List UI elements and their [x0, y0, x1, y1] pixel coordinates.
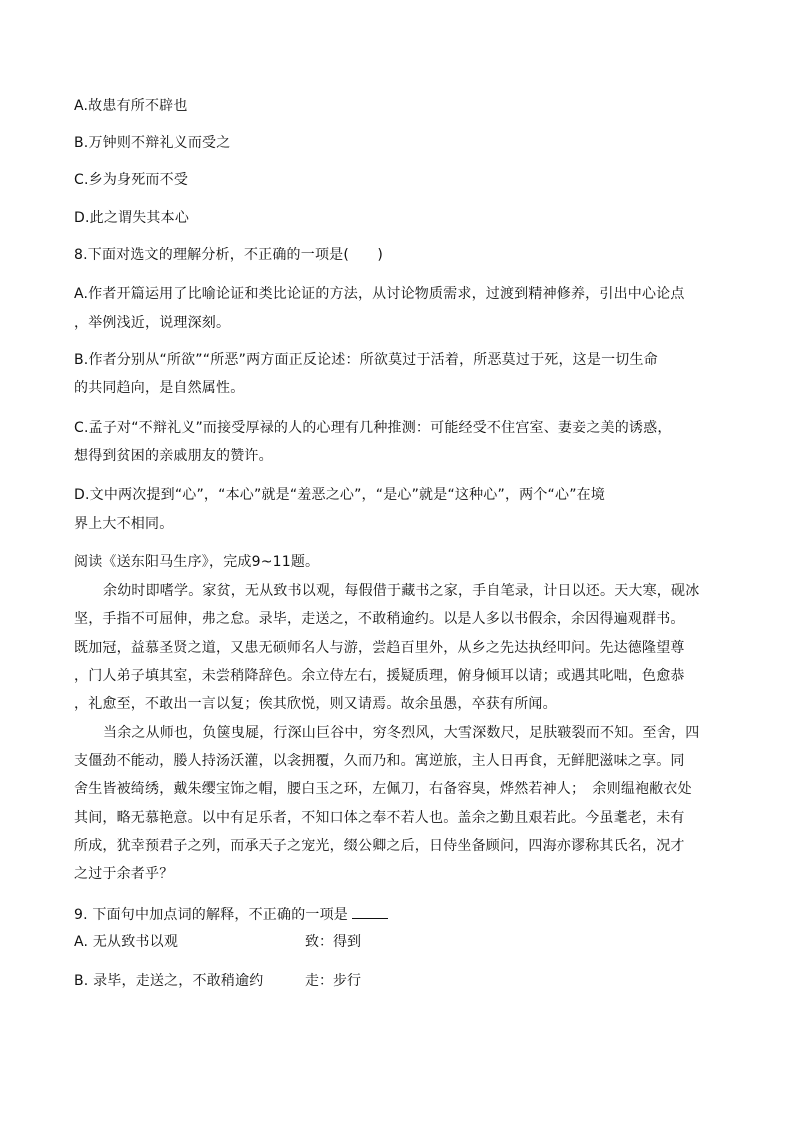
reading-intro: 阅读《送东阳马生序》，完成9~11题。 — [74, 554, 320, 570]
q9-stem-line — [74, 904, 388, 925]
q8-option-b-line2: 的共同趋向，是自然属性。 — [74, 380, 245, 396]
q7-option-b: B.万钟则不辩礼义而受之 — [74, 135, 231, 151]
q8-option-d-line2: 界上大不相同。 — [74, 516, 174, 532]
passage-para1-line4: ，门人弟子填其室，未尝稍降辞色。余立侍左右，援疑质理，俯身倾耳以请；或遇其叱咄，色愈恭 — [74, 668, 685, 684]
passage-para2-line6: 之过于余者乎？ — [74, 866, 174, 882]
q8-option-d-line1: D.文中两次提到“心”，“本心”就是“羞恶之心”，“是心”就是“这种心”，两个“心”在境 — [74, 487, 606, 503]
passage-para1-line3: 既加冠，益慕圣贤之道，又患无硕师名人与游，尝趋百里外，从乡之先达执经叩问。先达德隆望尊 — [74, 640, 685, 656]
q8-option-a-line1: A.作者开篇运用了比喻论证和类比论证的方法，从讨论物质需求，过渡到精神修养，引出中心论点 — [74, 286, 685, 302]
passage-para2-line5: 所成，犹幸预君子之列，而承天子之宠光，缀公卿之后，日侍坐备顾问，四海亦谬称其氏名，况才 — [74, 838, 685, 854]
q7-option-d: D.此之谓失其本心 — [74, 210, 190, 226]
passage-para1-line5: ，礼愈至，不敢出一言以复；俟其欣悦，则又请焉。故余虽愚，卒获有所闻。 — [74, 696, 557, 712]
q8-stem: 8.下面对选文的理解分析，不正确的一项是( ) — [74, 247, 384, 263]
q9-option-a-answer: 致：得到 — [305, 934, 361, 950]
q8-option-c-line2: 想得到贫困的亲戚朋友的赞许。 — [74, 448, 273, 464]
passage-para1-line1: 余幼时即嗜学。家贫，无从致书以观，每假借于藏书之家，手自笔录，计日以还。天大寒，砚冰 — [103, 583, 700, 599]
passage-para2-line2: 支僵劲不能动，媵人持汤沃灌，以衾拥覆，久而乃和。寓逆旅，主人日再食，无鲜肥滋味之享。同 — [74, 753, 685, 769]
q9-option-a-sentence: A. 无从致书以观 — [74, 934, 179, 950]
q8-option-b-line1: B.作者分别从“所欲”“所恶”两方面正反论述：所欲莫过于活着，所恶莫过于死，这是一切生命 — [74, 352, 658, 368]
q9-option-b-answer: 走：步行 — [305, 973, 361, 989]
q8-option-a-line2: ，举例浅近，说理深刻。 — [74, 315, 231, 331]
passage-para1-line2: 坚，手指不可屈伸，弗之怠。录毕，走送之，不敢稍逾约。以是人多以书假余，余因得遍观群书。 — [74, 611, 685, 627]
passage-para2-line3: 舍生皆被绮绣，戴朱缨宝饰之帽，腰白玉之环，左佩刀，右备容臭，烨然若神人； 余则缊袍敝衣处 — [74, 781, 692, 797]
answer-blank — [352, 904, 388, 919]
q8-option-c-line1: C.孟子对“不辩礼义”而接受厚禄的人的心理有几种推测：可能经受不住宫室、妻妾之美的诱惑， — [74, 420, 672, 436]
q7-option-c: C.乡为身死而不受 — [74, 172, 189, 188]
q7-option-a: A.故患有所不辟也 — [74, 98, 188, 114]
q9-stem: 9. 下面句中加点词的解释，不正确的一项是 — [74, 907, 349, 923]
q9-option-b-sentence: B. 录毕，走送之，不敢稍逾约 — [74, 973, 264, 989]
passage-para2-line1: 当余之从师也，负箧曳屣，行深山巨谷中，穷冬烈风，大雪深数尺，足肤皲裂而不知。至舍，四 — [103, 725, 700, 741]
passage-para2-line4: 其间，略无慕艳意。以中有足乐者，不知口体之奉不若人也。盖余之勤且艰若此。今虽耄老，未有 — [74, 810, 685, 826]
